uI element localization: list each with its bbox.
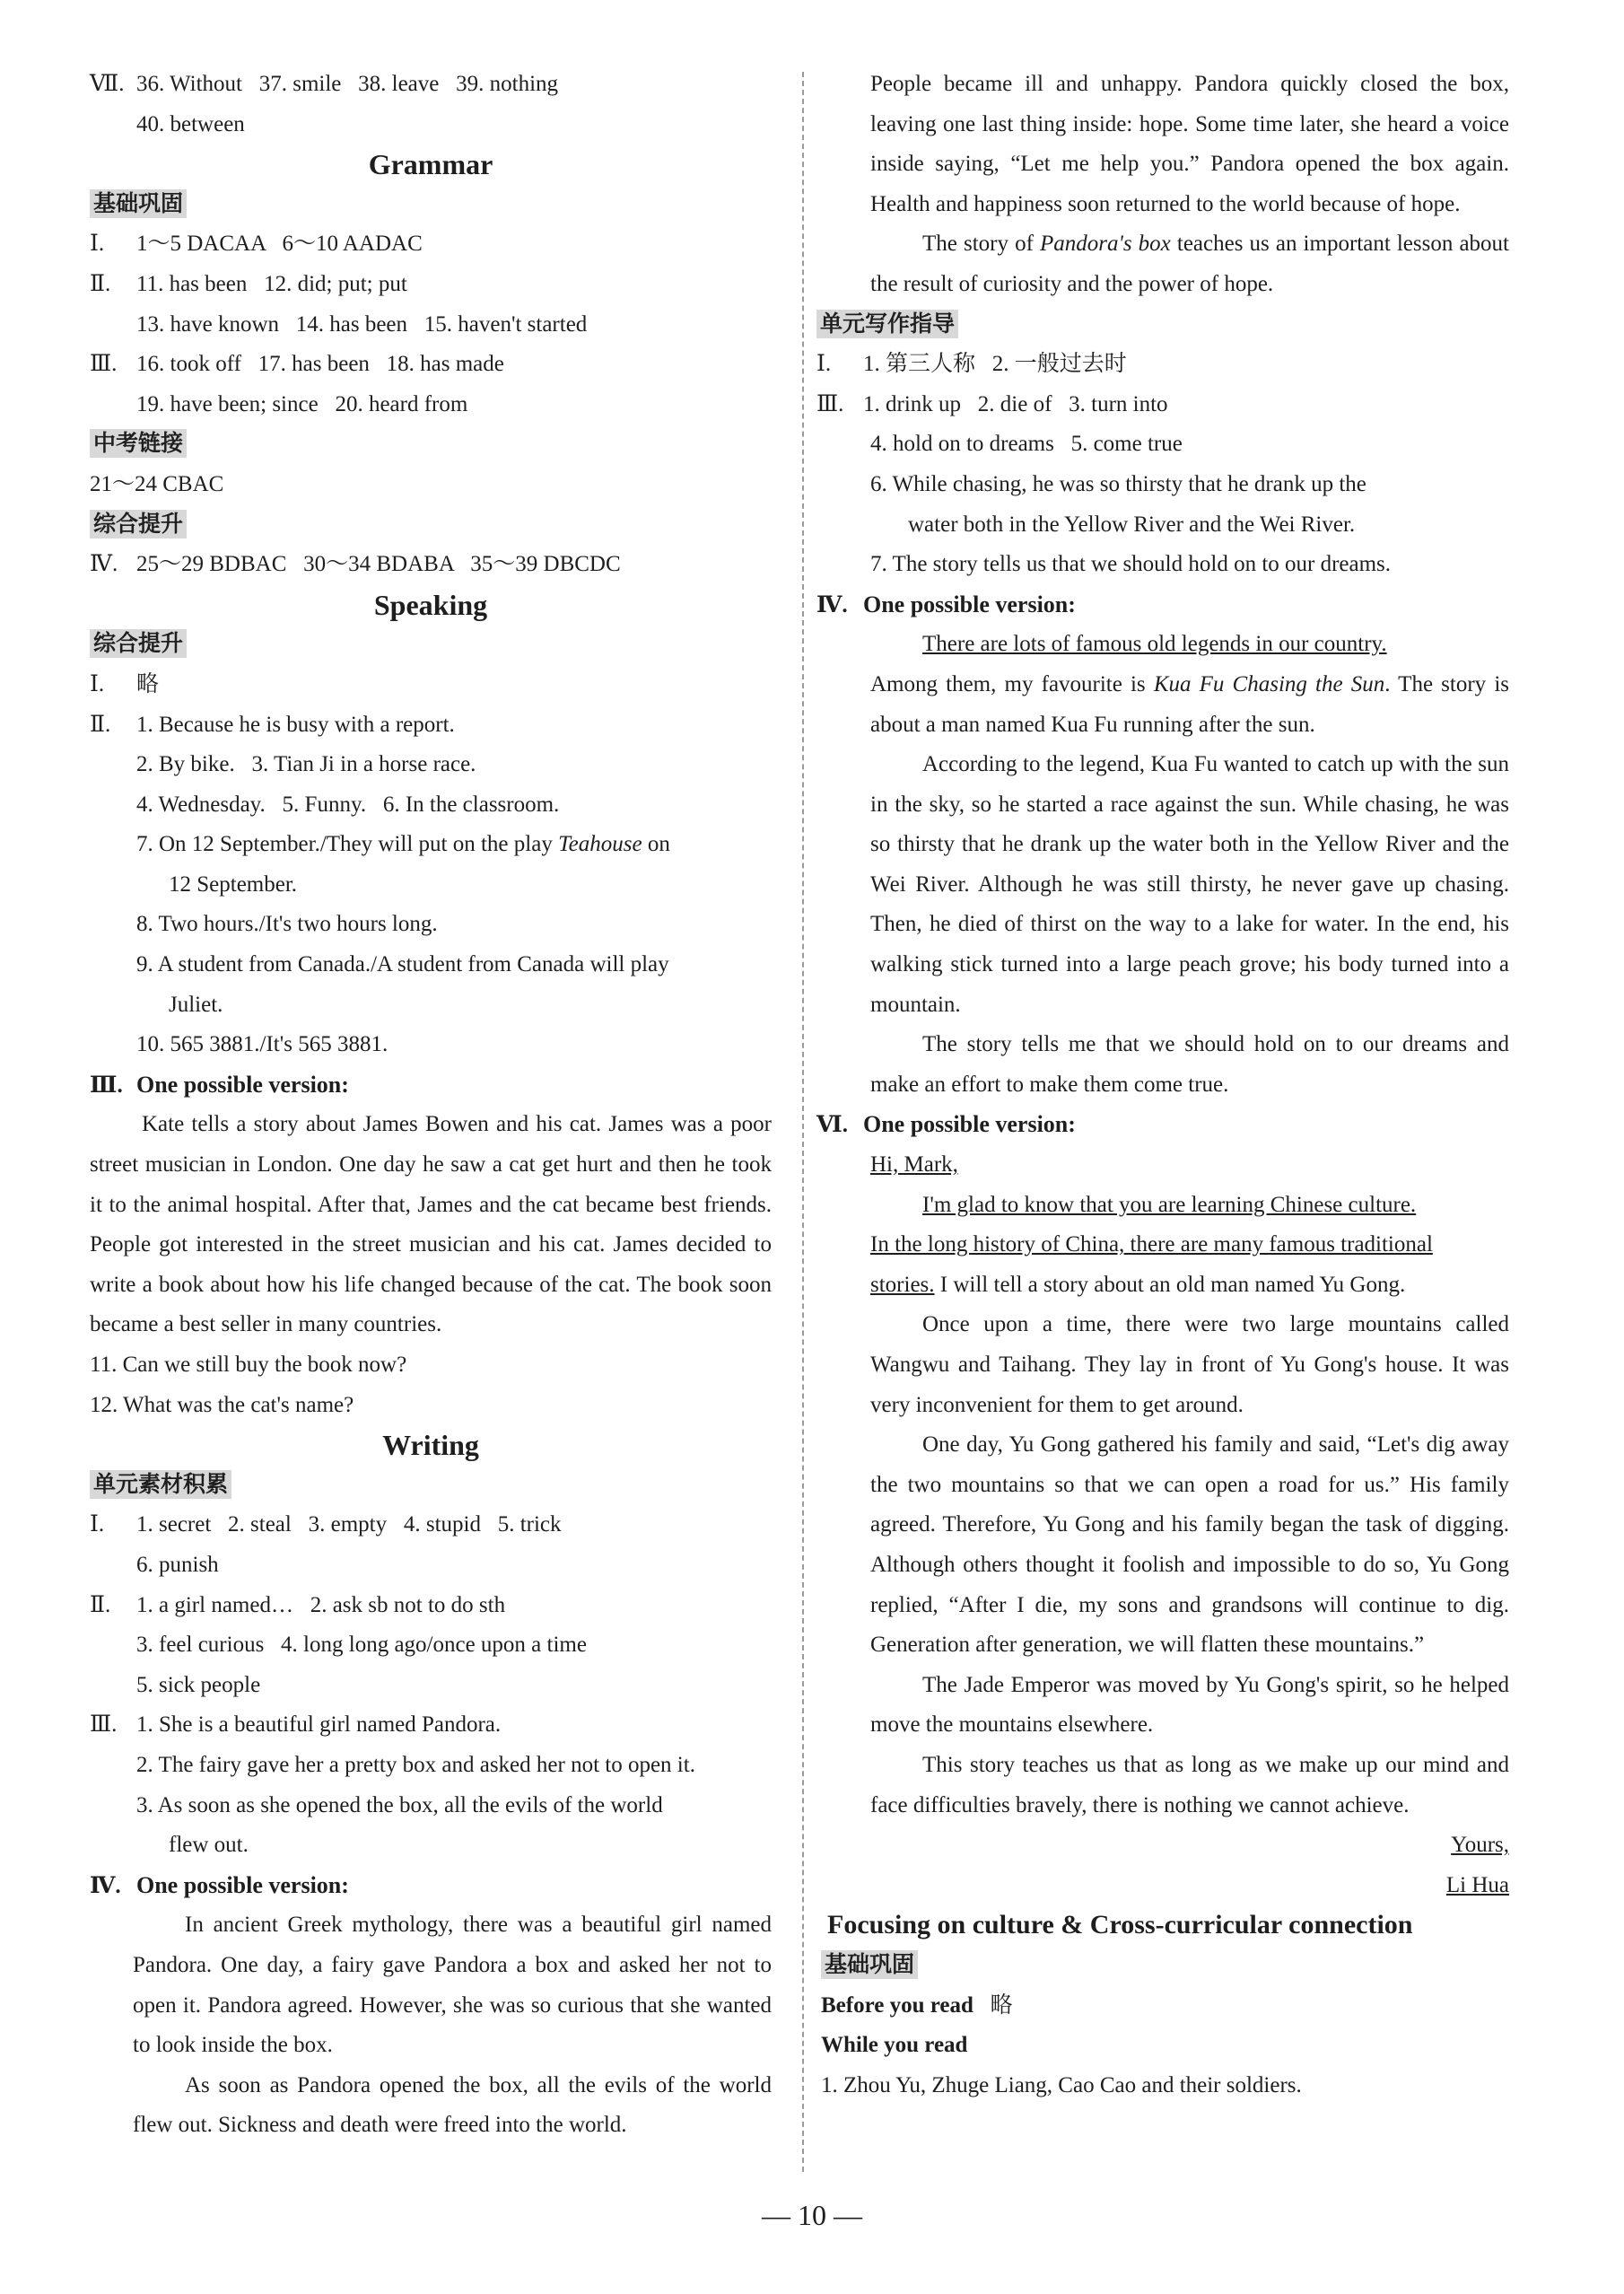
label-basic-consolidation: 基础巩固 [90,185,772,225]
answer-line: Ⅳ. One possible version: [816,591,1076,617]
answer-line: 19. have been; since 20. heard from [136,391,468,416]
answer-line: 6. punish [136,1552,219,1577]
paragraph: stories. I will tell a story about an old man named Yu Gong. [870,1272,1406,1297]
answer-line: Ⅱ. 1. a girl named… 2. ask sb not to do sth [90,1592,506,1617]
answer-line: 7. The story tells us that we should hold on to our dreams. [870,552,1392,577]
paragraph-underlined: There are lots of famous old legends in our country. [922,632,1387,657]
answer-line: 4. hold on to dreams 5. come true [870,432,1183,457]
answer-line: 11. Can we still buy the book now? [90,1353,407,1377]
answer-line: water both in the Yellow River and the Wei River. [908,512,1356,537]
paragraph: The Jade Emperor was moved by Yu Gong's spirit, so he helped move the mountains elsewhere. [870,1672,1509,1738]
answer-line: Ⅰ. 1. 第三人称 2. 一般过去时 [816,352,1127,377]
answer-line: 40. between [136,111,245,136]
answer-line: Ⅲ. One possible version: [90,1071,349,1098]
answer-line: Ⅲ. 16. took off 17. has been 18. has made [90,352,504,377]
paragraph: The story of Pandora's box teaches us an important lesson about the result of curiosity and the power of hope. [870,232,1510,296]
salutation: Hi, Mark, [870,1152,958,1178]
page-number: — 10 — [762,2199,862,2231]
label-comprehensive: 综合提升 [90,625,772,665]
answer-line: 10. 565 3881./It's 565 3881. [136,1032,389,1057]
answer-line: Ⅱ. 11. has been 12. did; put; put [90,271,407,296]
paragraph-underlined: I'm glad to know that you are learning Chinese culture. [922,1192,1417,1217]
answer-line: 13. have known 14. has been 15. haven't started [136,311,588,337]
paragraph: According to the legend, Kua Fu wanted to catch up with the sun in the sky, so he started a race against the sun. While chasing, he was so thirsty that he drank up the water both in the Yellow River and the Wei River. Although he was still thirsty, he never gave up chasing. Then, he died of thirst on the way to a lake for water. In the end, his walking stick turned into a large peach grove; his body turned into a mountain. [870,752,1509,1017]
answer-line: 4. Wednesday. 5. Funny. 6. In the classroom. [136,792,560,817]
answer-line: 3. feel curious 4. long long ago/once upon a time [136,1633,587,1658]
paragraph: Once upon a time, there were two large mountains called Wangwu and Taihang. They lay in front of Yu Gong's house. It was very inconvenient for them to get around. [870,1312,1509,1417]
answer-line: 21～24 CBAC [90,471,224,496]
answer-line: flew out. [169,1833,249,1858]
section-title-speaking: Speaking [373,588,488,621]
answer-line: Ⅵ. One possible version: [816,1111,1076,1138]
answer-line: 9. A student from Canada./A student from Canada will play [136,952,669,977]
paragraph: People became ill and unhappy. Pandora quickly closed the box, leaving one last thing inside: hope. Some time later, she heard a voice inside saying, “Let me help you.” Pandora opened the box again. Health and happiness soon returned to the world because of hope. [870,72,1509,216]
answer-line: Ⅰ. 1. secret 2. steal 3. empty 4. stupid 5. trick [90,1512,562,1537]
answer-line: 7. On 12 September./They will put on the play Teahouse on [136,832,670,857]
label-exam-link: 中考链接 [90,425,772,465]
label-unit-materials: 单元素材积累 [90,1466,772,1506]
answer-line: Ⅰ. 1～5 DACAA 6～10 AADAC [90,232,423,257]
label-comprehensive: 综合提升 [90,505,772,546]
paragraph: One day, Yu Gong gathered his family and said, “Let's dig away the two mountains so that we can open a road for us.” His family agreed. Therefore, Yu Gong and his family began the task of digging. Although others thought it foolish and impossible to do so, Yu Gong replied, “After I die, my sons and grandsons will continue to dig. Generation after generation, we will flatten these mountains.” [870,1432,1509,1658]
answer-line: 6. While chasing, he was so thirsty that he drank up the [870,471,1366,496]
section-title-grammar: Grammar [368,148,493,181]
answer-line: 3. As soon as she opened the box, all the evils of the world [136,1792,663,1817]
section-title-focusing: Focusing on culture & Cross-curricular connection [827,1910,1413,1940]
paragraph: As soon as Pandora opened the box, all the evils of the world flew out. Sickness and death were freed into the world. [133,2072,772,2138]
label-basic-consolidation: 基础巩固 [821,1946,1509,1986]
answer-line: Ⅲ. 1. She is a beautiful girl named Pandora. [90,1712,502,1738]
answer-line: 8. Two hours./It's two hours long. [136,912,438,937]
answer-line: 2. By bike. 3. Tian Ji in a horse race. [136,752,476,777]
section-title-writing: Writing [382,1429,479,1462]
answer-line: 12 September. [169,871,298,897]
answer-line: Ⅲ. 1. drink up 2. die of 3. turn into [816,391,1168,416]
paragraph: Kate tells a story about James Bowen and his cat. James was a poor street musician in London. One day he saw a cat get hurt and then he took it to the animal hospital. After that, James and the cat became best friends. People got interested in the street musician and his cat. James decided to write a book about how his life changed because of the cat. The book soon became a best seller in many countries. [90,1112,772,1337]
answer-line: 12. What was the cat's name? [90,1392,354,1417]
paragraph-underlined: In the long history of China, there are many famous traditional [870,1232,1433,1257]
answer-line: Ⅱ. 1. Because he is busy with a report. [90,712,455,737]
answer-line: Ⅳ. One possible version: [90,1871,349,1898]
answer-line: Juliet. [169,992,223,1017]
signature-name: Li Hua [1445,1872,1509,1897]
left-column [90,65,772,2146]
answer-line: 5. sick people [136,1672,261,1697]
paragraph: Among them, my favourite is Kua Fu Chasing the Sun. The story is about a man named Kua Fu running after the sun. [870,671,1510,737]
right-column [816,65,1510,2106]
paragraph: This story teaches us that as long as we make up our mind and face difficulties bravely, there is nothing we cannot achieve. [870,1752,1509,1817]
answer-line: Ⅰ. 略 [90,671,160,696]
answer-line: Ⅳ. 25～29 BDBAC 30～34 BDABA 35～39 DBCDC [90,552,621,577]
column-divider [802,72,804,2172]
answer-line: Ⅶ. 36. Without 37. smile 38. leave 39. nothing [90,65,772,105]
answer-line: 2. The fairy gave her a pretty box and asked her not to open it. [136,1752,695,1777]
closing: Yours, [1451,1833,1509,1858]
label-writing-guide: 单元写作指导 [816,305,1509,346]
roman-numeral: Ⅶ. [90,72,125,96]
answer-line: Before you read 略 [821,1992,1013,2018]
paragraph: The story tells me that we should hold on to our dreams and make an effort to make them come true. [870,1032,1509,1097]
paragraph: In ancient Greek mythology, there was a beautiful girl named Pandora. One day, a fairy gave Pandora a box and asked her not to open it. Pandora agreed. However, she was so curious that she wanted to look inside the box. [133,1913,772,2058]
answer-line: 1. Zhou Yu, Zhuge Liang, Cao Cao and their soldiers. [821,2072,1302,2097]
answer-line: While you read [821,2033,968,2058]
